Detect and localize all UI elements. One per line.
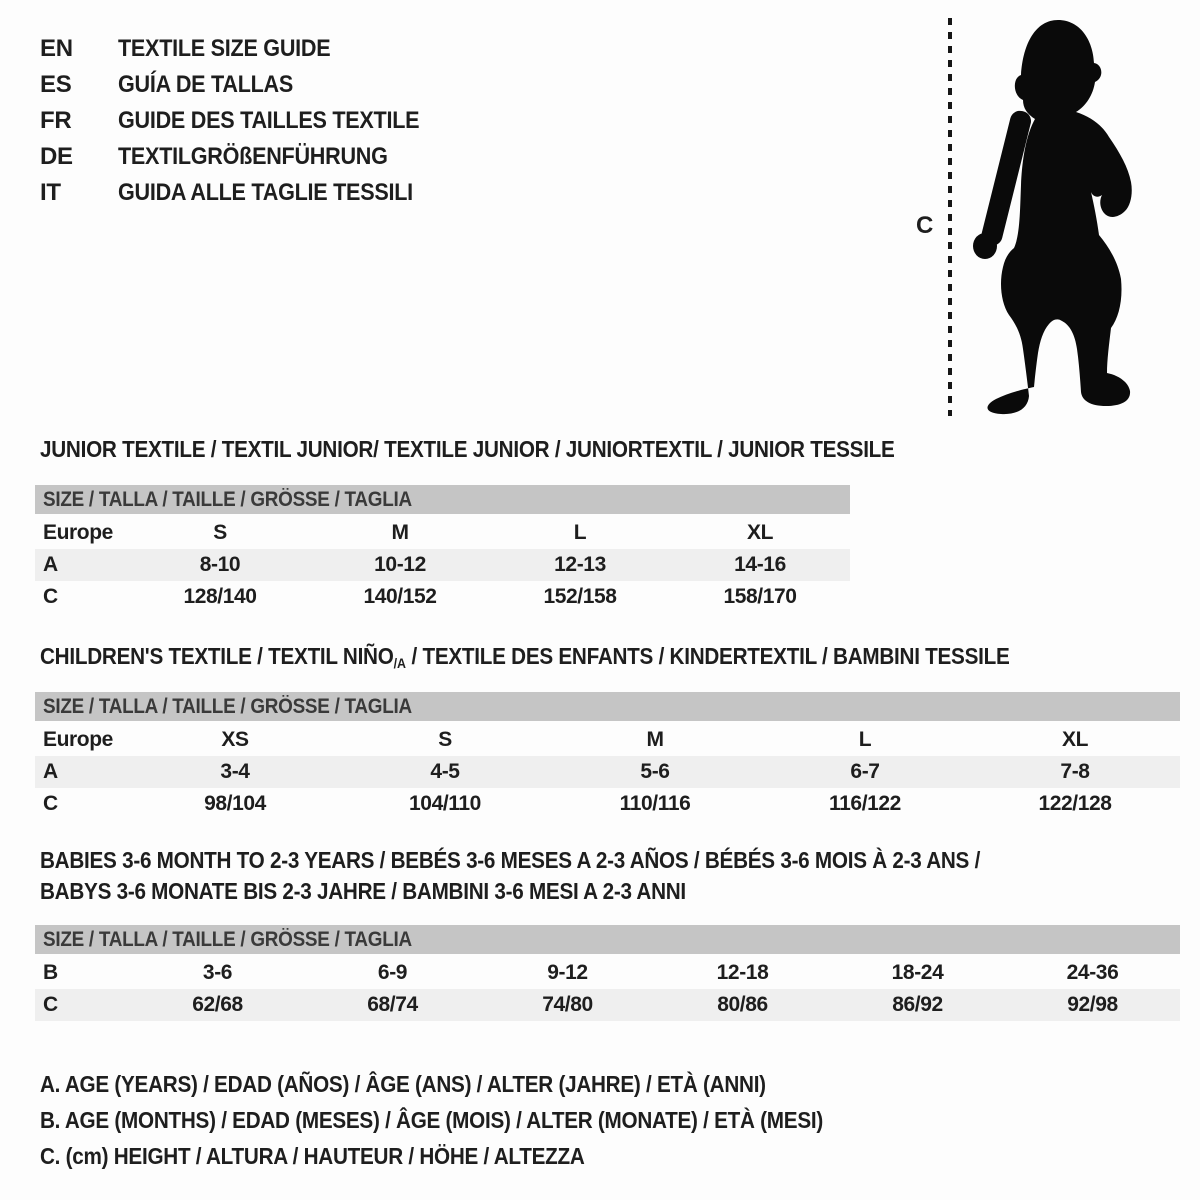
babies-section-title: BABIES 3-6 MONTH TO 2-3 YEARS / BEBÉS 3-6 MESES A 2-3 AÑOS / BÉBÉS 3-6 MOIS À 2-3 ANS / BABYS 3-6 MONATE BIS 2-3 JAHRE / BAMBINI 3-6 MESI A 2-3 ANNI [40, 847, 981, 904]
legend-age-months: B. AGE (MONTHS) / EDAD (MESES) / ÂGE (MOIS) / ALTER (MONATE) / ETÀ (MESI) [40, 1106, 823, 1133]
age-cell: 6-7 [850, 760, 880, 783]
size-cell: XS [221, 728, 249, 751]
size-header-banner: SIZE / TALLA / TAILLE / GRÖSSE / TAGLIA [35, 692, 1180, 721]
table-row [35, 581, 850, 613]
lang-row-fr [40, 103, 453, 139]
row-label: C [43, 993, 58, 1016]
height-cell: 152/158 [543, 585, 617, 608]
age-cell: 24-36 [1066, 961, 1119, 984]
height-cell: 74/80 [542, 993, 593, 1016]
age-cell: 7-8 [1060, 760, 1090, 783]
age-cell: 6-9 [377, 961, 408, 984]
junior-size-table [35, 485, 850, 613]
size-header-banner: SIZE / TALLA / TAILLE / GRÖSSE / TAGLIA [35, 925, 1180, 954]
lang-code: ES [40, 71, 72, 98]
age-cell: 14-16 [734, 553, 786, 576]
row-label: A [43, 760, 58, 783]
table-row [35, 989, 1180, 1021]
lang-code: FR [40, 107, 72, 134]
lang-row-es [40, 67, 453, 103]
height-cell: 92/98 [1067, 993, 1118, 1016]
height-cell: 158/170 [723, 585, 797, 608]
measure-c-label: C [916, 212, 934, 239]
height-measure-figure [900, 0, 1200, 430]
age-cell: 12-18 [716, 961, 769, 984]
height-cell: 80/86 [717, 993, 768, 1016]
height-dashed-line [948, 18, 952, 416]
height-cell: 128/140 [183, 585, 257, 608]
junior-section-title: JUNIOR TEXTILE / TEXTIL JUNIOR/ TEXTILE JUNIOR / JUNIORTEXTIL / JUNIOR TESSILE [40, 436, 895, 462]
toddler-silhouette-icon [963, 15, 1138, 415]
size-cell: S [438, 728, 452, 751]
lang-row-en [40, 31, 453, 67]
row-label: C [43, 792, 58, 815]
size-header-banner: SIZE / TALLA / TAILLE / GRÖSSE / TAGLIA [35, 485, 850, 514]
lang-row-de [40, 139, 453, 175]
lang-code: DE [40, 143, 73, 170]
size-cell: S [213, 521, 227, 544]
age-cell: 4-5 [430, 760, 460, 783]
height-cell: 68/74 [367, 993, 418, 1016]
height-cell: 122/128 [1038, 792, 1112, 815]
row-label: B [43, 961, 58, 984]
age-cell: 9-12 [547, 961, 588, 984]
age-cell: 12-13 [554, 553, 606, 576]
size-cell: L [858, 728, 872, 751]
size-cell: M [646, 728, 664, 751]
children-section-title: CHILDREN'S TEXTILE / TEXTIL NIÑO/A / TEXTILE DES ENFANTS / KINDERTEXTIL / BAMBINI TESSILE [40, 643, 1010, 671]
size-cell: XL [1061, 728, 1089, 751]
nino-a-subscript: /A [393, 655, 407, 671]
table-row [35, 517, 850, 549]
size-cell: M [391, 521, 409, 544]
table-row [35, 957, 1180, 989]
table-row [35, 788, 1180, 820]
height-cell: 62/68 [192, 993, 243, 1016]
row-label: C [43, 585, 58, 608]
age-cell: 10-12 [374, 553, 426, 576]
row-label: Europe [43, 521, 113, 544]
height-cell: 110/116 [619, 792, 691, 815]
height-cell: 98/104 [204, 792, 266, 815]
size-cell: XL [746, 521, 774, 544]
lang-title: GUÍA DE TALLAS [118, 71, 294, 98]
height-cell: 116/122 [829, 792, 901, 815]
age-cell: 3-6 [202, 961, 233, 984]
table-row [35, 724, 1180, 756]
row-label: Europe [43, 728, 113, 751]
table-row [35, 549, 850, 581]
height-cell: 104/110 [409, 792, 481, 815]
height-cell: 86/92 [892, 993, 943, 1016]
age-cell: 8-10 [199, 553, 241, 576]
legend-age-years: A. AGE (YEARS) / EDAD (AÑOS) / ÂGE (ANS) / ALTER (JAHRE) / ETÀ (ANNI) [40, 1070, 766, 1097]
age-cell: 5-6 [640, 760, 670, 783]
lang-code: EN [40, 35, 73, 62]
row-label: A [43, 553, 58, 576]
age-cell: 18-24 [891, 961, 944, 984]
lang-row-it [40, 175, 453, 211]
lang-title: TEXTILE SIZE GUIDE [118, 35, 331, 62]
lang-code: IT [40, 179, 61, 206]
children-size-table [35, 692, 1180, 820]
lang-title: GUIDE DES TAILLES TEXTILE [118, 107, 420, 134]
lang-title: GUIDA ALLE TAGLIE TESSILI [118, 179, 413, 206]
size-cell: L [573, 521, 587, 544]
lang-title: TEXTILGRÖßENFÜHRUNG [118, 143, 388, 170]
language-title-list [40, 31, 453, 211]
legend-height-cm: C. (cm) HEIGHT / ALTURA / HAUTEUR / HÖHE / ALTEZZA [40, 1142, 585, 1169]
measure-legend [40, 1066, 910, 1174]
babies-size-table [35, 925, 1180, 1021]
age-cell: 3-4 [220, 760, 250, 783]
table-row [35, 756, 1180, 788]
height-cell: 140/152 [363, 585, 437, 608]
